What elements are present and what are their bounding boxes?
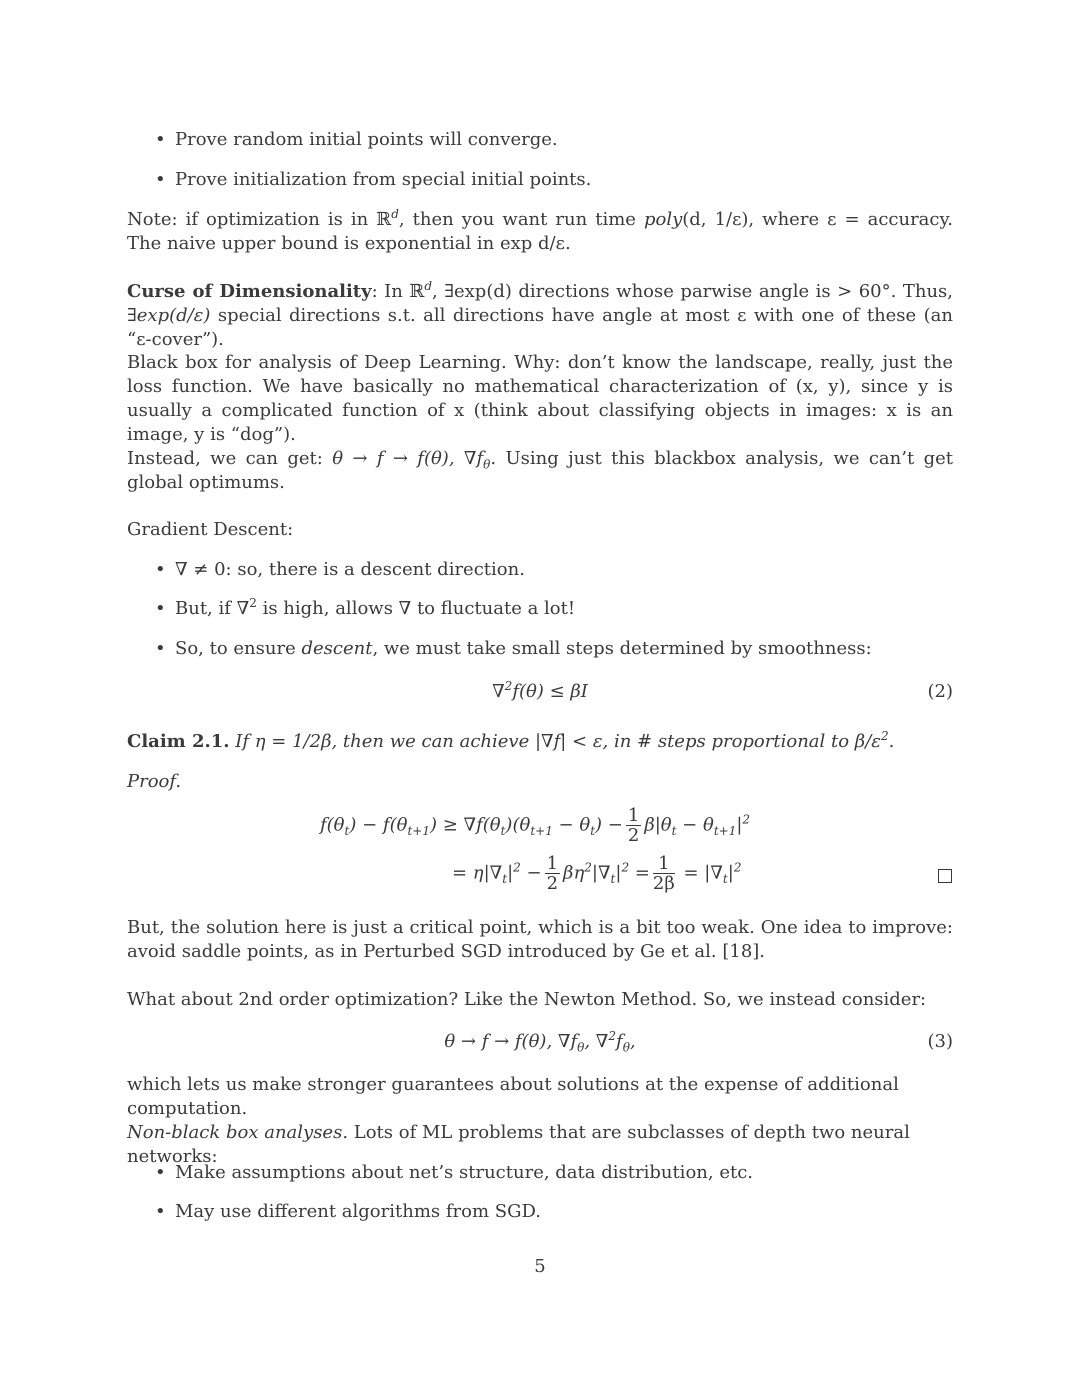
note-paragraph: Note: if optimization is in ℝ$^d$, then you want run time poly(d, 1/ε), where ε = accuracy. The naive upper bound is exponential in exp d/ε. (127, 207, 953, 254)
bullet-icon: • (155, 1201, 166, 1222)
equation-number: (2) (927, 681, 953, 702)
equation-number: (3) (927, 1031, 953, 1052)
curse-heading: Curse of Dimensionality (127, 281, 372, 302)
bullet-icon: • (155, 129, 166, 150)
bullet-icon: • (155, 559, 166, 580)
page-number: 5 (534, 1256, 546, 1277)
proof-equation-line-1: $f(\theta_t) - f(\theta_{t+1}) \ge \nabla f(\theta_t)(\theta_{t+1} - \theta_t)$ − $\frac{1}{2}$ $\beta|\theta_t - \theta_{t+1}|^2$ (320, 805, 751, 846)
qed-box-icon (938, 869, 952, 883)
stronger-paragraph: which lets us make stronger guarantees about solutions at the expense of additional computation. (127, 1074, 899, 1119)
claim: Claim 2.1. If η = 1/2β, then we can achieve |∇f| < ε, in # steps proportional to $\beta/\varepsilon^2$. (127, 729, 895, 752)
bullet-icon: • (155, 1162, 166, 1183)
bullet-icon: • (155, 598, 166, 619)
equation-2: ∇$^2$f(θ) ≤ βI (2) (492, 679, 953, 702)
proof-equation-line-2: = $\eta|\nabla_t|^2$ − $\frac{1}{2}$ $\beta\eta^2|\nabla_t|^2$ = $\frac{1}{2\beta}$ = $|\nabla_t|^2$ (452, 853, 742, 894)
bullet-icon: • (155, 638, 166, 659)
nonblack-paragraph: Non-black box analyses. Lots of ML problems that are subclasses of depth two neural networks: (127, 1122, 910, 1167)
claim-label: Claim 2.1. (127, 731, 230, 752)
critical-paragraph: But, the solution here is just a critical point, which is a bit too weak. One idea to improve: avoid saddle points, as in Perturbed SGD introduced by Ge et al. [18]. (127, 917, 953, 962)
curse-paragraph: Curse of Dimensionality: In ℝ$^d$, ∃exp(d) directions whose parwise angle is > 60°. Thus, ∃exp(d/ε) special directions s.t. all directions have angle at most ε with one of these (an “ε-cover”). (127, 279, 954, 350)
blackbox-paragraph: Black box for analysis of Deep Learning. Why: don’t know the landscape, really, just the loss function. We have basically no mathematical characterization of (x, y), since y is usually a complicated function of x (think about classifying objects in images: x is an image, y is “dog”). (127, 352, 953, 445)
gd-title: Gradient Descent: (127, 519, 294, 540)
bullet-icon: • (155, 169, 166, 190)
second-order-paragraph: What about 2nd order optimization? Like the Newton Method. So, we instead consider: (127, 989, 927, 1010)
equation-3: θ → f → f(θ), $\nabla f_\theta$, $\nabla^2f_\theta$, (3) (444, 1029, 953, 1055)
instead-paragraph: Instead, we can get: θ → f → f(θ), $\nabla f_\theta$. Using just this blackbox analysis, we can’t get global optimums. (127, 448, 953, 493)
proof-label: Proof. (127, 771, 182, 792)
